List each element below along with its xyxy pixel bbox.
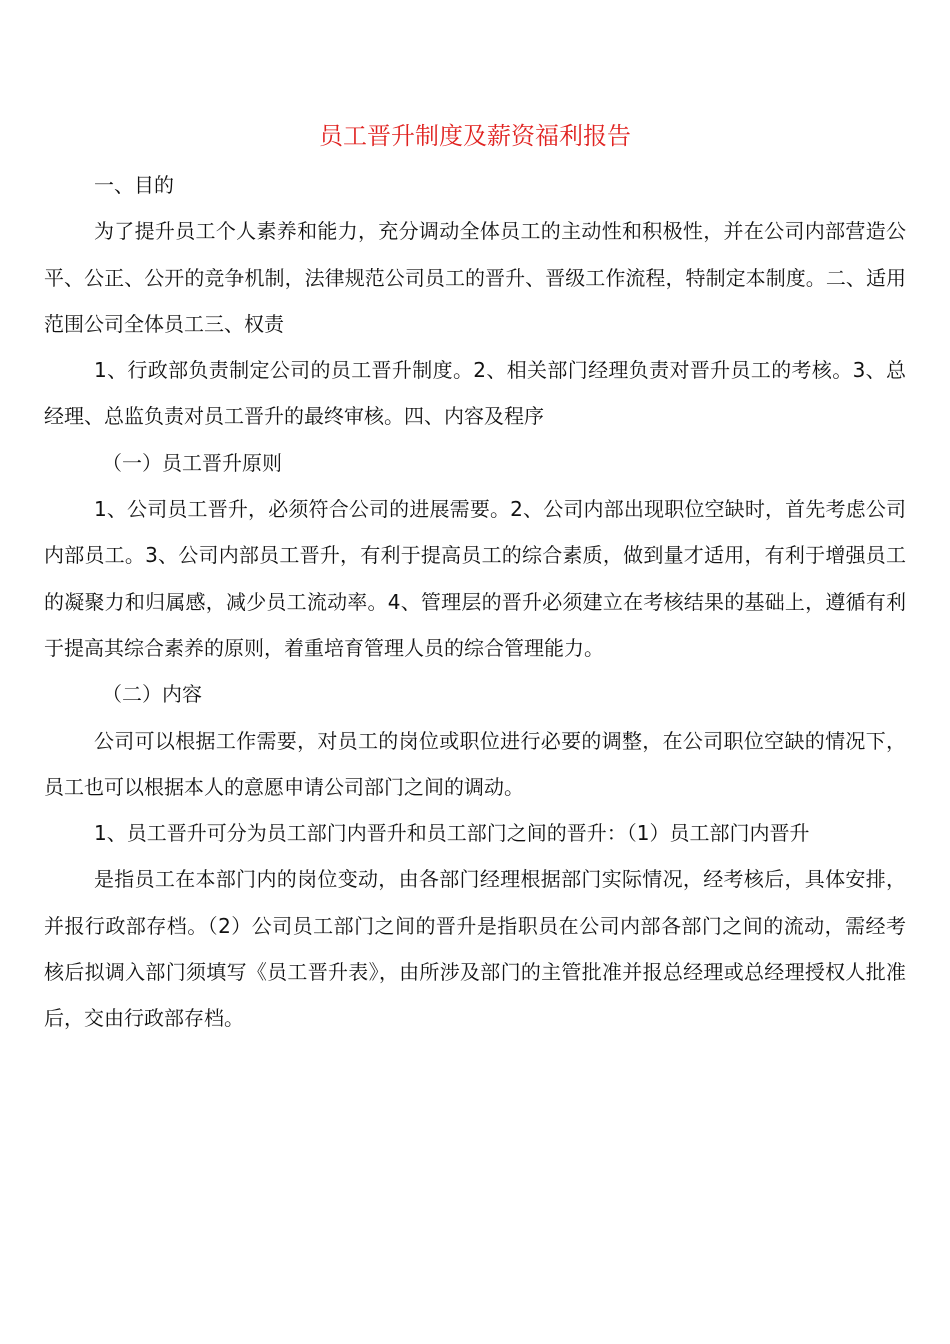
paragraph-principles: 1、公司员工晋升，必须符合公司的进展需要。2、公司内部出现职位空缺时，首先考虑公司内部员工。3、公司内部员工晋升，有利于提高员工的综合素质，做到量才适用，有利于增强员工的凝聚力和归属感，减少员工流动率。4、管理层的晋升必须建立在考核结果的基础上，遵循有利于提高其综合素养的原则，着重培育管理人员的综合管理能力。: [44, 497, 906, 660]
document-title: 员工晋升制度及薪资福利报告: [319, 122, 631, 150]
paragraph-content-intro: 公司可以根据工作需要，对员工的岗位或职位进行必要的调整，在公司职位空缺的情况下，员工也可以根据本人的意愿申请公司部门之间的调动。: [44, 728, 906, 799]
paragraph-promotion-types: 1、员工晋升可分为员工部门内晋升和员工部门之间的晋升：（1）员工部门内晋升: [94, 821, 810, 846]
paragraph-responsibilities: 1、行政部负责制定公司的员工晋升制度。2、相关部门经理负责对晋升员工的考核。3、总经理、总监负责对员工晋升的最终审核。四、内容及程序: [44, 358, 906, 429]
section-heading-purpose: 一、目的: [94, 173, 174, 197]
paragraph-purpose: 为了提升员工个人素养和能力，充分调动全体员工的主动性和积极性，并在公司内部营造公平、公正、公开的竞争机制，法律规范公司员工的晋升、晋级工作流程，特制定本制度。二、适用范围公司全体员工三、权责: [44, 219, 906, 336]
section-heading-principles: （一）员工晋升原则: [102, 450, 282, 475]
paragraph-promotion-details: 是指员工在本部门内的岗位变动，由各部门经理根据部门实际情况，经考核后，具体安排，并报行政部存档。（2）公司员工部门之间的晋升是指职员在公司内部各部门之间的流动，需经考核后拟调入部门须填写《员工晋升表》，由所涉及部门的主管批准并报总经理或总经理授权人批准后，交由行政部存档。: [44, 867, 906, 1031]
document-body: [44, 162, 906, 1042]
section-heading-content: （二）内容: [102, 682, 202, 707]
